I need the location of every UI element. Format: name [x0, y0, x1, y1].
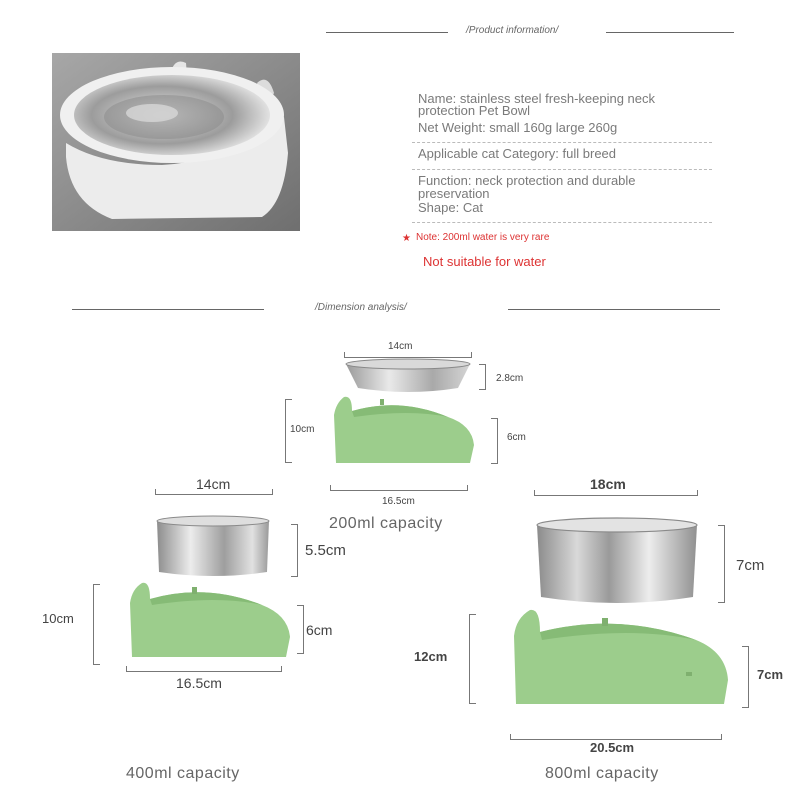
info-divider	[412, 169, 712, 170]
small-bowl-height-bar	[479, 364, 486, 390]
large-base-width-label: 20.5cm	[590, 740, 635, 755]
small-capacity: 200ml capacity	[329, 515, 443, 532]
medium-total-height-bar	[93, 584, 100, 665]
small-bowl-height-label: 2.8cm	[496, 373, 524, 384]
large-bowl-width-label: 18cm	[590, 476, 626, 492]
medium-bowl-width-bar	[155, 489, 273, 495]
product-info-divider-right	[606, 32, 734, 33]
medium-base-height-bar	[297, 605, 304, 654]
info-divider	[412, 222, 712, 223]
function-line2: preservation	[418, 186, 490, 201]
large-total-height-bar	[469, 614, 476, 704]
product-name-line2: protection Pet Bowl	[418, 103, 531, 118]
small-base-height-label: 6cm	[507, 432, 526, 443]
large-bowl-width-bar	[534, 490, 698, 496]
large-bowl-height-bar	[718, 525, 725, 603]
medium-base-width-bar	[126, 666, 282, 672]
small-base-width-label: 16.5cm	[382, 496, 415, 507]
large-total-height-label: 12cm	[414, 649, 448, 664]
green-cat-base-icon	[510, 608, 732, 708]
small-base-width-bar	[330, 485, 468, 491]
large-bowl-height-label: 7cm	[736, 557, 765, 574]
info-divider	[412, 142, 712, 143]
small-base-height-bar	[491, 418, 498, 464]
net-weight: Net Weight: small 160g large 260g	[418, 120, 618, 135]
product-photo	[52, 53, 300, 231]
product-info-divider-left	[326, 32, 448, 33]
medium-base-width-label: 16.5cm	[176, 675, 222, 691]
large-base-height-label: 7cm	[757, 667, 784, 682]
medium-base-height-label: 6cm	[306, 622, 333, 638]
steel-bowl-icon	[535, 517, 699, 605]
applicable-category: Applicable cat Category: full breed	[418, 146, 617, 161]
medium-bowl-width-label: 14cm	[196, 476, 231, 492]
small-bowl-width-label: 14cm	[388, 341, 413, 352]
large-capacity: 800ml capacity	[545, 765, 659, 782]
medium-capacity: 400ml capacity	[126, 765, 240, 782]
star-icon: ★	[402, 233, 411, 244]
medium-bowl-height-label: 5.5cm	[305, 542, 346, 559]
medium-total-height-label: 10cm	[42, 611, 74, 626]
shape: Shape: Cat	[418, 200, 484, 215]
dimension-title: /Dimension analysis/	[315, 302, 407, 313]
small-total-height-label: 10cm	[290, 424, 315, 435]
product-name-line1: Name: stainless steel fresh-keeping neck	[418, 91, 656, 106]
steel-bowl-icon	[155, 516, 271, 578]
green-cat-base-icon	[330, 395, 480, 467]
capacity-note: Note: 200ml water is very rare	[416, 232, 550, 243]
dimension-divider-right	[508, 309, 720, 310]
dimension-divider-left	[72, 309, 264, 310]
steel-bowl-icon	[344, 358, 472, 394]
cat-bowl-photo-icon	[52, 53, 300, 231]
water-warning: Not suitable for water	[423, 254, 546, 269]
large-base-height-bar	[742, 646, 749, 708]
green-cat-base-icon	[126, 581, 292, 661]
function-line1: Function: neck protection and durable	[418, 173, 636, 188]
product-info-title: /Product information/	[466, 25, 559, 36]
medium-bowl-height-bar	[291, 524, 298, 577]
